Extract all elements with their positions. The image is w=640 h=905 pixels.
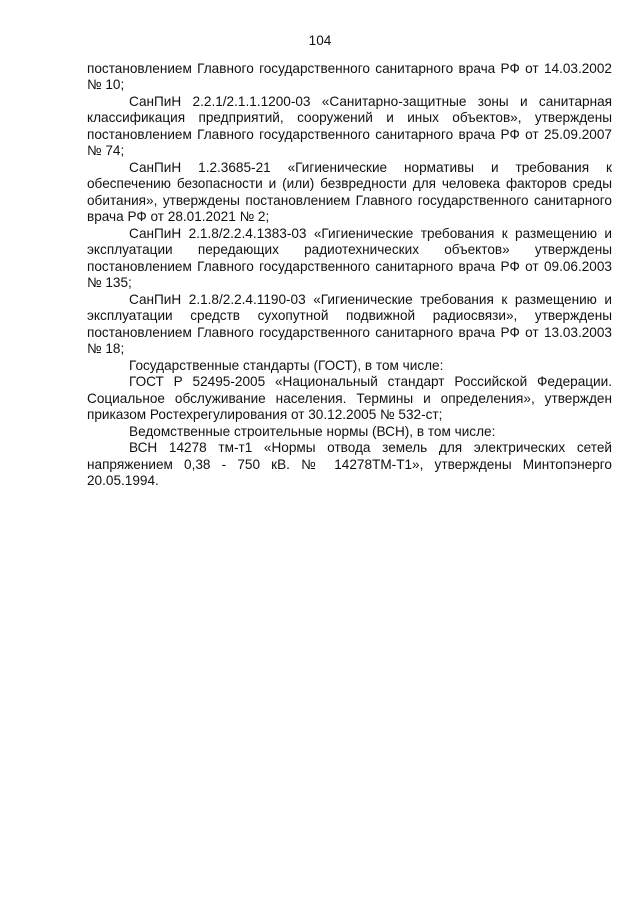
paragraph-6: Государственные стандарты (ГОСТ), в том числе: bbox=[129, 357, 444, 373]
paragraph-7: ГОСТ Р 52495-2005 «Национальный стандарт Российской Федерации. Социальное обслуживание населения. Термины и определения», утвержден приказом Ростехрегулирования от 30.12.2005 № 532-ст; bbox=[87, 374, 612, 422]
paragraph-2: СанПиН 2.2.1/2.1.1.1200-03 «Санитарно-защитные зоны и санитарная классификация предприятий, сооружений и иных объектов», утверждены постановлением Главного государственного санитарного врача РФ от 25.09.2007 № 74; bbox=[87, 93, 612, 158]
paragraph-9: ВСН 14278 тм-т1 «Нормы отвода земель для электрических сетей напряжением 0,38 - 750 кВ. № 14278ТМ-Т1», утверждены Минтопэнерго 20.05.1994. bbox=[87, 440, 612, 488]
paragraph-3: СанПиН 1.2.3685-21 «Гигиенические нормативы и требования к обеспечению безопасности и (или) безвредности для человека факторов среды обитания», утверждены постановлением Главного государственного санитарного врача РФ от 28.01.2021 № 2; bbox=[87, 159, 612, 224]
paragraph-8: Ведомственные строительные нормы (ВСН), в том числе: bbox=[129, 423, 496, 439]
paragraph-1: постановлением Главного государственного санитарного врача РФ от 14.03.2002 № 10; bbox=[87, 60, 612, 92]
paragraph-5: СанПиН 2.1.8/2.2.4.1190-03 «Гигиенические требования к размещению и эксплуатации средств сухопутной подвижной радиосвязи», утверждены постановлением Главного государственного санитарного врача РФ от 13.03.2003 № 18; bbox=[87, 291, 612, 356]
document-body bbox=[87, 61, 612, 490]
page-number: 104 bbox=[308, 33, 332, 48]
paragraph-4: СанПиН 2.1.8/2.2.4.1383-03 «Гигиенические требования к размещению и эксплуатации передающих радиотехнических объектов» утверждены постановлением Главного государственного санитарного врача РФ от 09.06.2003 № 135; bbox=[87, 225, 612, 290]
